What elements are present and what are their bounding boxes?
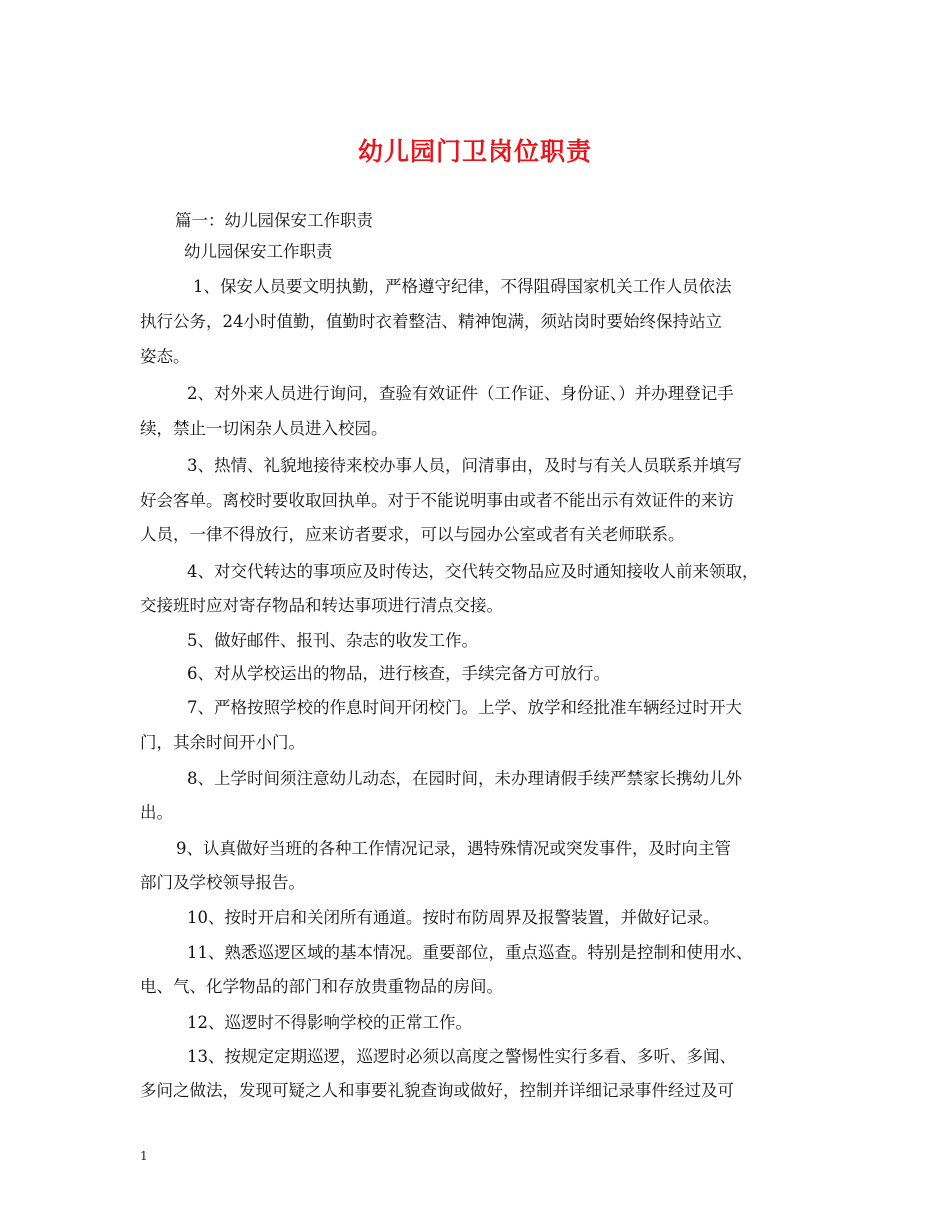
text-line: 续，禁止一切闲杂人员进入校园。 [140, 419, 388, 438]
page-number: 1 [140, 1149, 148, 1163]
text-line: 11、熟悉巡逻区域的基本情况。重要部位，重点巡查。特别是控制和使用水、 [187, 943, 753, 962]
subheading: 幼儿园保安工作职责 [184, 242, 333, 261]
text-line: 部门及学校领导报告。 [140, 873, 305, 892]
text-line: 执行公务，24小时值勤，值勤时衣着整洁、精神饱满，须站岗时要始终保持站立 [140, 312, 722, 331]
text-line: 电、气、化学物品的部门和存放贵重物品的房间。 [140, 977, 503, 996]
text-line: 人员，一律不得放行，应来访者要求，可以与园办公室或者有关老师联系。 [140, 525, 685, 544]
text-line: 13、按规定定期巡逻，巡逻时必须以高度之警惕性实行多看、多听、多闻、 [187, 1047, 736, 1066]
text-line: 4、对交代转达的事项应及时传达，交代转交物品应及时通知接收人前来领取， [187, 562, 759, 581]
text-line: 好会客单。离校时要收取回执单。对于不能说明事由或者不能出示有效证件的来访 [140, 491, 734, 510]
text-line: 5、做好邮件、报刊、杂志的收发工作。 [187, 631, 478, 650]
document-title: 幼儿园门卫岗位职责 [357, 137, 592, 166]
text-line: 8、上学时间须注意幼儿动态，在园时间，未办理请假手续严禁家长携幼儿外 [187, 769, 742, 788]
text-line: 7、严格按照学校的作息时间开闭校门。上学、放学和经批准车辆经过时开大 [187, 698, 742, 717]
text-line: 出。 [140, 803, 173, 822]
text-line: 10、按时开启和关闭所有通道。按时布防周界及报警装置，并做好记录。 [187, 908, 720, 927]
text-line: 2、对外来人员进行询问，查验有效证件（工作证、身份证、）并办理登记手 [187, 384, 734, 403]
text-line: 门，其余时间开小门。 [140, 733, 305, 752]
section-heading: 篇一：幼儿园保安工作职责 [175, 211, 373, 230]
text-line: 1、保安人员要文明执勤，严格遵守纪律，不得阻碍国家机关工作人员依法 [193, 277, 732, 296]
text-line: 3、热情、礼貌地接待来校办事人员，问清事由，及时与有关人员联系并填写 [187, 456, 742, 475]
text-line: 交接班时应对寄存物品和转达事项进行清点交接。 [140, 596, 503, 615]
text-line: 12、巡逻时不得影响学校的正常工作。 [187, 1013, 472, 1032]
text-line: 姿态。 [140, 347, 190, 366]
text-line: 6、对从学校运出的物品，进行核查，手续完备方可放行。 [187, 664, 610, 683]
text-line: 9、认真做好当班的各种工作情况记录，遇特殊情况或突发事件，及时向主管 [176, 839, 731, 858]
text-line: 多问之做法，发现可疑之人和事要礼貌查询或做好，控制并详细记录事件经过及可 [140, 1081, 734, 1100]
